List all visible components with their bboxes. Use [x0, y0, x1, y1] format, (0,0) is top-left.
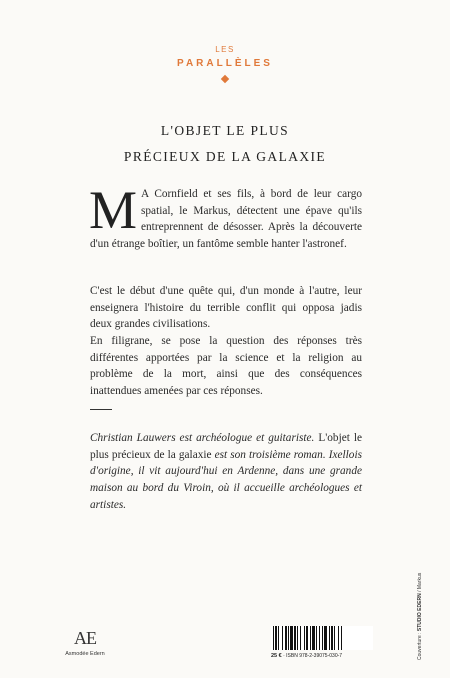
book-title-line2: PRÉCIEUX DE LA GALAXIE — [123, 149, 327, 164]
barcode-bar — [288, 626, 289, 650]
credit-artist: / Markus — [417, 572, 423, 594]
barcode-bar — [341, 626, 342, 650]
blurb-paragraph-1-text: A Cornfield et ses fils, à bord de leur cargo spatial, le Markus, détectent une épave qu'ils entreprennent de désosser. Après la découverte d'un étrange boîtier, un fantôme semble hanter l'astronef. — [90, 188, 362, 251]
blurb-paragraph-1 — [89, 180, 362, 253]
barcode-bar — [312, 626, 315, 650]
divider — [90, 409, 112, 410]
barcode-icon — [271, 626, 373, 650]
barcode-bar — [282, 626, 283, 650]
bio-title-ref: L'objet le plus précieux de la galaxie — [90, 432, 362, 461]
book-title-line1: L'OBJET LE PLUS — [160, 123, 290, 138]
barcode-bar — [310, 626, 311, 650]
barcode-bar — [275, 626, 277, 650]
publisher-logo — [58, 628, 112, 658]
author-bio — [90, 430, 362, 514]
cover-credit — [415, 572, 425, 660]
barcode-bar — [329, 626, 330, 650]
credit-label: Couverture : — [417, 631, 423, 660]
barcode — [271, 626, 373, 650]
barcode-bar — [319, 626, 320, 650]
blurb-paragraph-3: En filigrane, se pose la question des réponses très différentes apportées par la science et la religion au problème de la mort, ainsi que des conséquences inattendues amenées par ces réponses. — [90, 335, 362, 398]
barcode-bar — [306, 626, 308, 650]
barcode-bar — [278, 626, 279, 650]
barcode-bar — [322, 626, 323, 650]
book-title — [0, 118, 450, 170]
barcode-bar — [334, 626, 335, 650]
barcode-bar — [316, 626, 317, 650]
cover-credit-text — [417, 573, 423, 660]
barcode-bar — [273, 626, 274, 650]
collection-name: PARALLÈLES — [177, 58, 273, 69]
publisher-name: Asmodée Edern — [65, 651, 105, 657]
barcode-bar — [338, 626, 339, 650]
collection-prefix: LES — [215, 45, 235, 54]
barcode-bar — [304, 626, 305, 650]
barcode-bar — [331, 626, 333, 650]
blurb-paragraph-2: C'est le début d'une quête qui, d'un monde à l'autre, leur enseignera l'histoire du terrible conflit qui opposa jadis deux grandes civilisations. — [90, 285, 362, 331]
isbn: ISBN 978-2-39075-030-7 — [286, 653, 343, 659]
barcode-bar — [297, 626, 298, 650]
bio-part-2: est son troisième roman. Ixellois d'origine, il vit aujourd'hui en Ardenne, dans une grande maison au bord du Viroin, où il accueille archéologues et artistes. — [90, 448, 362, 511]
barcode-bar — [324, 626, 327, 650]
barcode-bar — [300, 626, 301, 650]
barcode-bar — [285, 626, 287, 650]
drop-cap: M — [89, 180, 138, 240]
publisher-mark: AE — [74, 628, 96, 648]
collection-logo — [0, 44, 450, 82]
barcode-bar — [290, 626, 293, 650]
credit-studio: STUDIO EDERN — [417, 593, 423, 632]
price: 25 € — [271, 653, 282, 659]
bio-part-1: Christian Lauwers est archéologue et guitariste. — [90, 432, 319, 444]
diamond-icon — [221, 75, 229, 83]
barcode-bar — [294, 626, 296, 650]
price-isbn: 25 € · ISBN 978-2-39075-030-7 — [271, 653, 343, 659]
